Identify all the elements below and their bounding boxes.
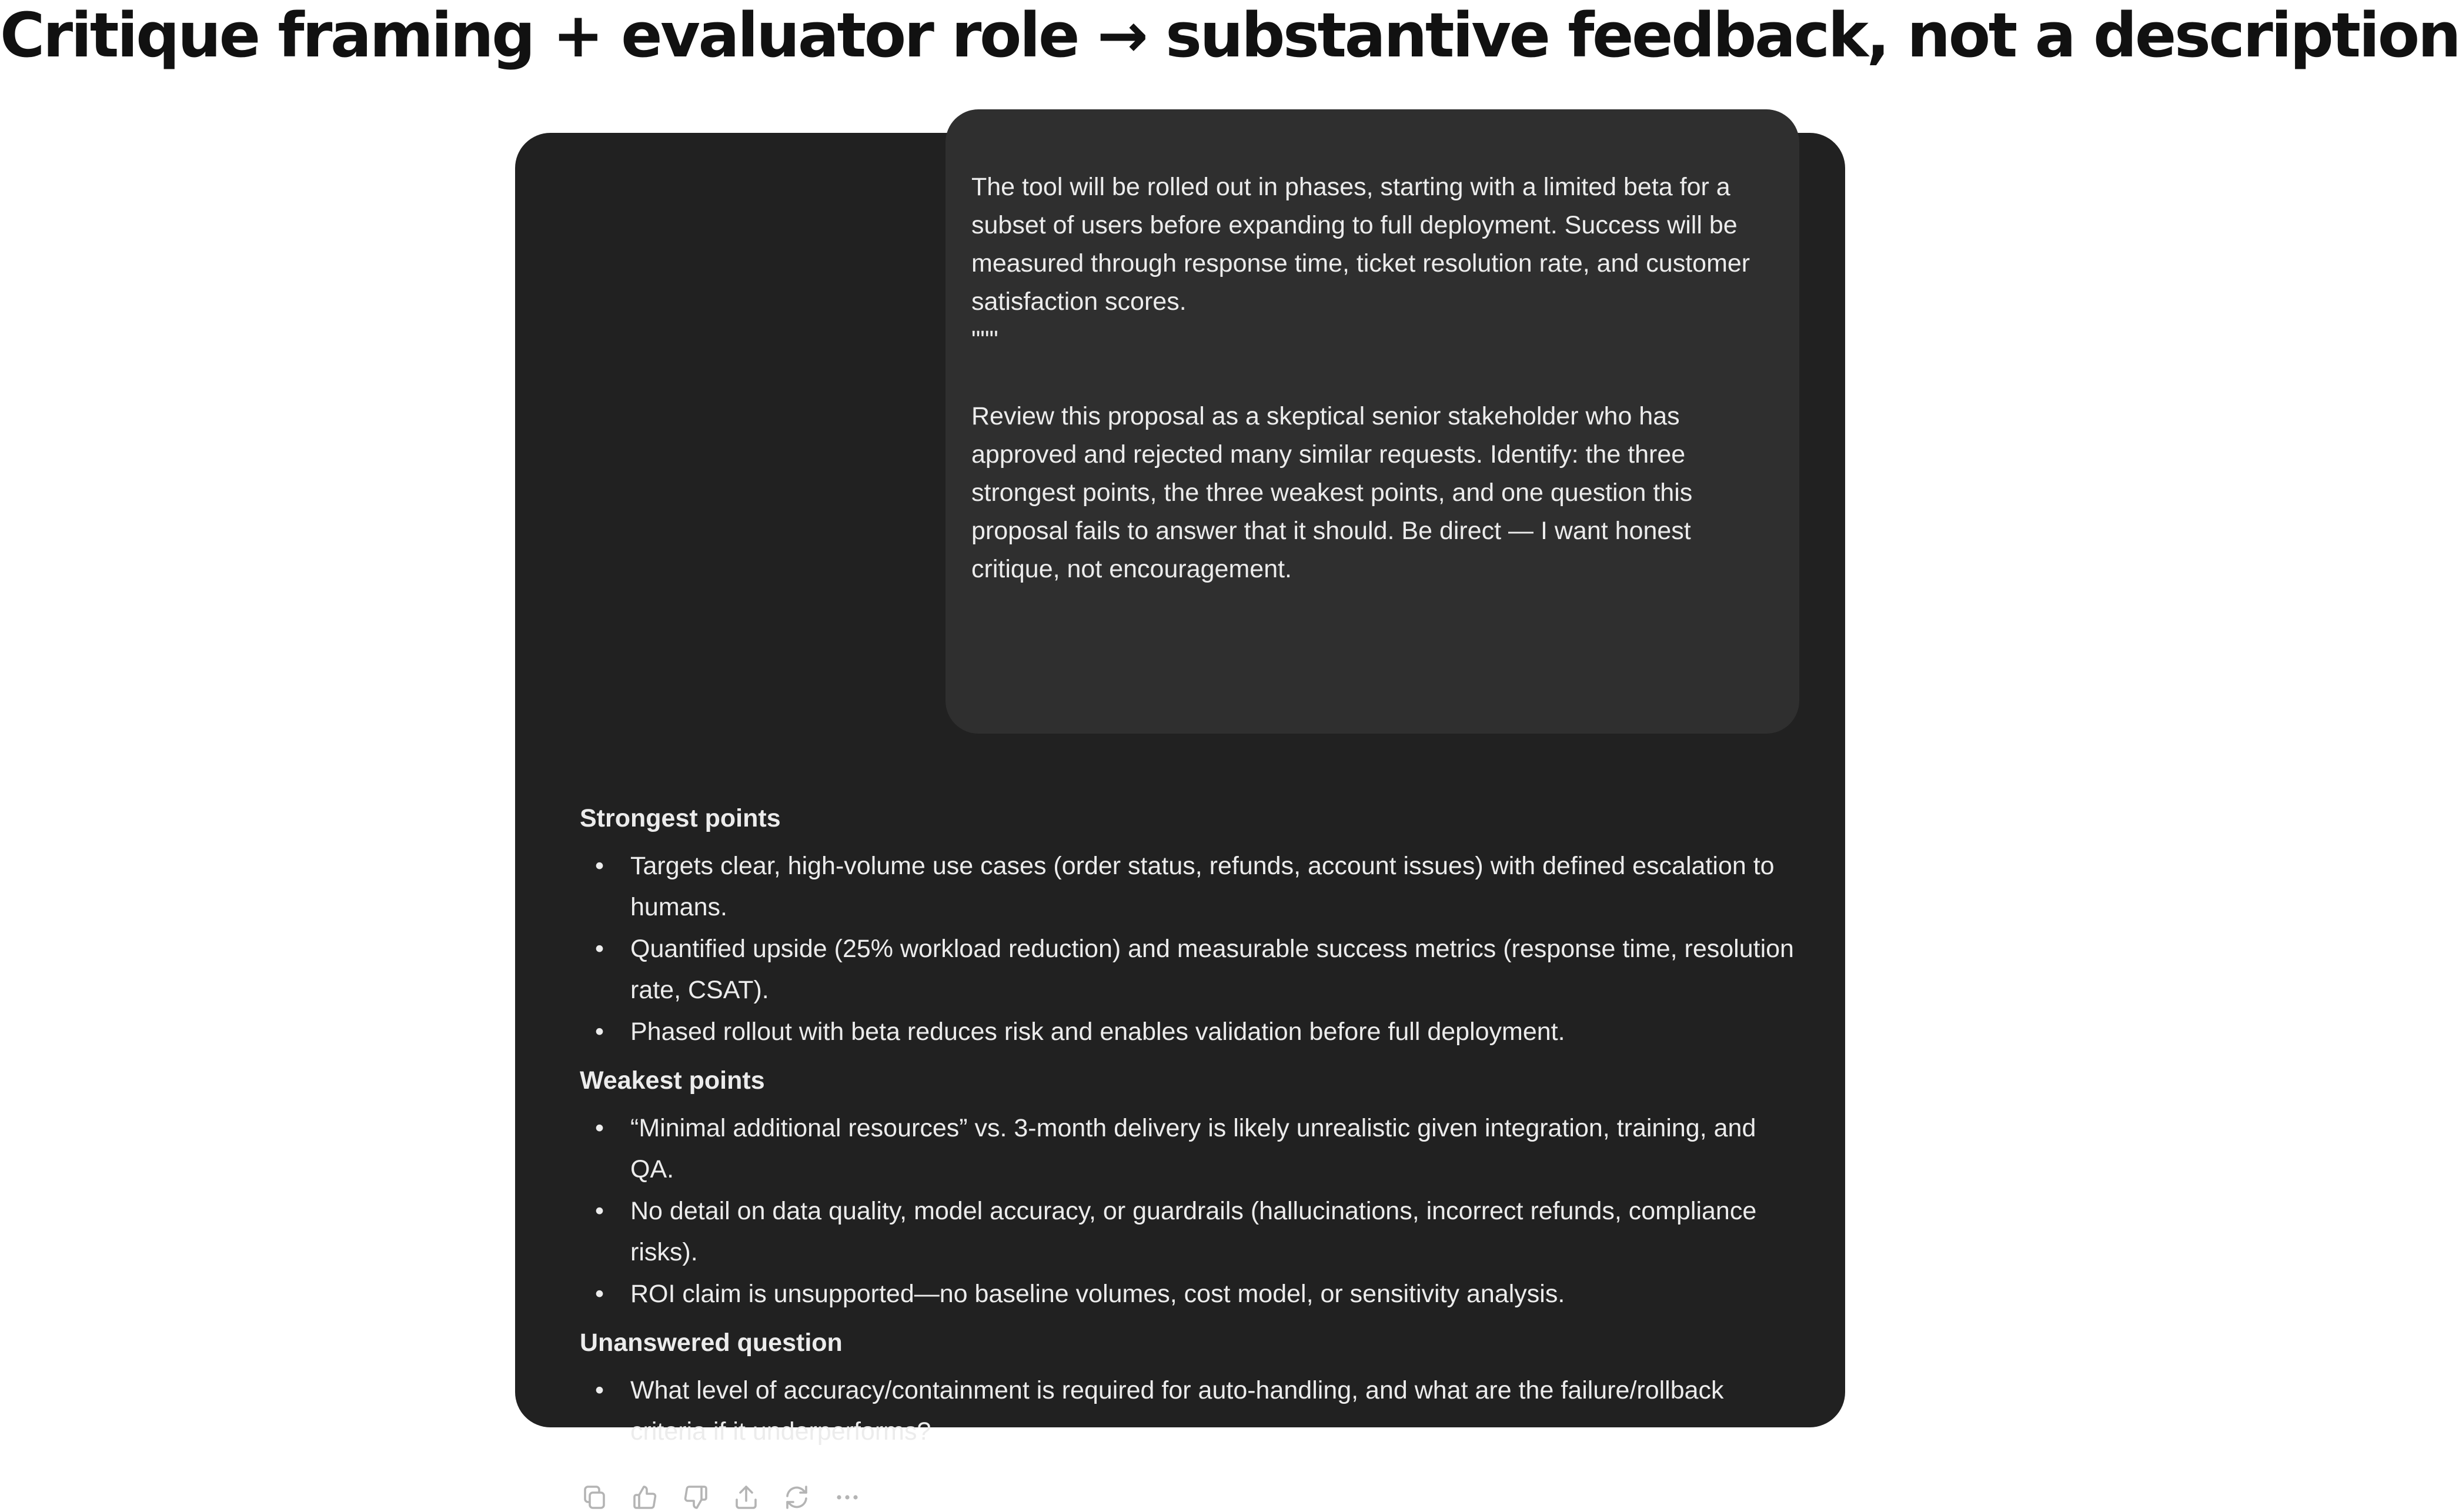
bullet-item: • No detail on data quality, model accuracy, or guardrails (hallucinations, incorrect refunds, compliance risks). [580, 1190, 1803, 1273]
chat-panel [515, 133, 1845, 1446]
thumbs-up-button[interactable] [630, 1483, 660, 1512]
bullet-list [580, 1370, 1803, 1452]
more-icon [833, 1483, 861, 1511]
message-actions [580, 1483, 862, 1512]
section-heading: Strongest points [580, 804, 781, 832]
assistant-response [580, 797, 1803, 1459]
copy-icon [580, 1483, 609, 1511]
section-heading: Weakest points [580, 1066, 765, 1095]
bullet-item: • What level of accuracy/containment is required for auto-handling, and what are the failure/rollback criteria if it underperforms? [580, 1370, 1803, 1452]
user-message-paragraph: Review this proposal as a skeptical senior stakeholder who has approved and rejected many similar requests. Identify: the three strongest points, the three weakest points, and one question this proposal fails to answer that it should. Be direct — I want honest critique, not encouragement. [971, 402, 1693, 583]
bullet-list [580, 1108, 1803, 1314]
bullet-item: • Targets clear, high-volume use cases (order status, refunds, account issues) with defined escalation to humans. [580, 845, 1803, 928]
regenerate-icon [783, 1483, 811, 1511]
thumbs-down-button[interactable] [681, 1483, 710, 1512]
more-options-button[interactable] [833, 1483, 862, 1512]
bullet-item: • Quantified upside (25% workload reduction) and measurable success metrics (response time, resolution rate, CSAT). [580, 928, 1803, 1011]
bullet-list [580, 845, 1803, 1052]
bullet-item: • ROI claim is unsupported—no baseline volumes, cost model, or sensitivity analysis. [580, 1273, 1803, 1314]
bullet-item: • Phased rollout with beta reduces risk and enables validation before full deployment. [580, 1011, 1803, 1052]
share-icon [732, 1483, 760, 1511]
response-section [580, 1059, 1803, 1314]
response-section [580, 1322, 1803, 1452]
section-heading: Unanswered question [580, 1329, 843, 1357]
share-button[interactable] [731, 1483, 761, 1512]
response-section [580, 797, 1803, 1052]
bullet-item: • “Minimal additional resources” vs. 3-month delivery is likely unrealistic given integration, training, and QA. [580, 1108, 1803, 1190]
thumbs-down-icon [681, 1483, 710, 1511]
user-message-paragraph: The tool will be rolled out in phases, starting with a limited beta for a subset of users before expanding to full deployment. Success will be measured through response time, ticket resolution rate, and customer satisfaction scores. """ [971, 173, 1750, 354]
regenerate-button[interactable] [782, 1483, 811, 1512]
thumbs-up-icon [631, 1483, 659, 1511]
copy-button[interactable] [580, 1483, 609, 1512]
user-message-bubble [945, 109, 1799, 734]
page-title: Critique framing + evaluator role → substantive feedback, not a description [0, 0, 2459, 71]
